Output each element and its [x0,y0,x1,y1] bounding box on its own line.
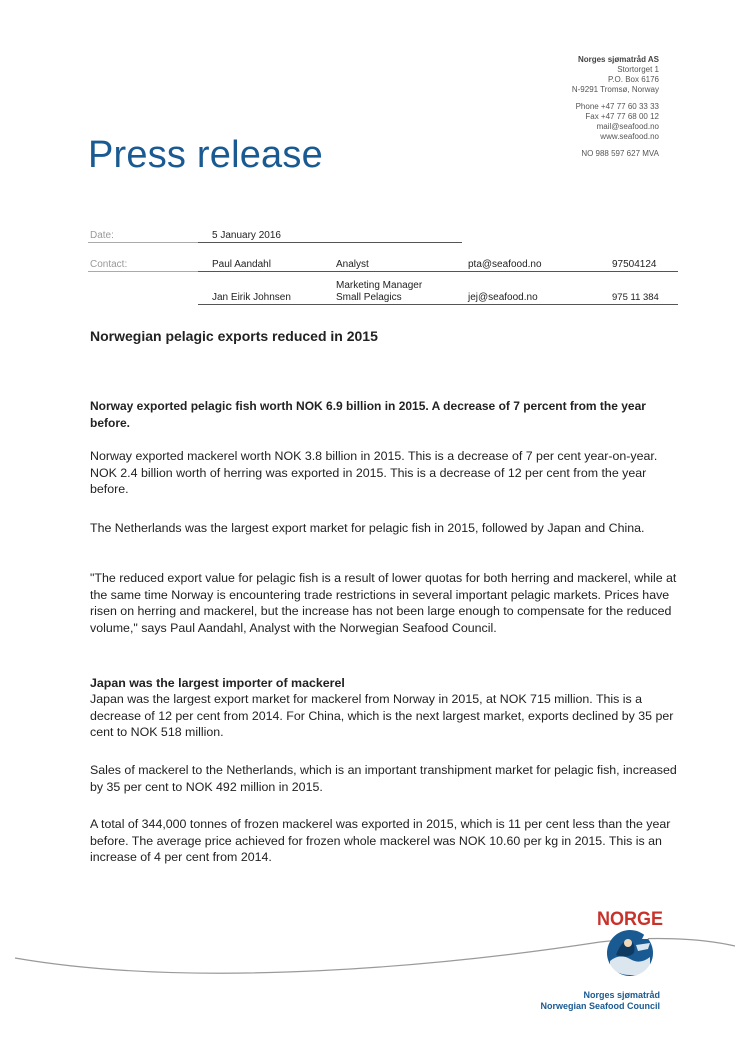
contact-email[interactable]: jej@seafood.no [468,292,538,303]
contact-phone: 97504124 [612,259,657,270]
contact-phone: 975 11 384 [612,292,659,303]
divider [88,271,198,272]
org-name: Norges sjømatråd AS [577,55,659,64]
logo-word: NORGE [597,909,663,930]
paragraph: "The reduced export value for pelagic fish is a result of lower quotas for both herring and mackerel, while at the same time Norway is encountering trade restrictions in several important pelagic markets. Prices have risen on herring and mackerel, but the increase has not been large enough to compensate for the reduced volume," says Paul Aandahl, Analyst with the Norwegian Seafood Council. [90,571,677,635]
paragraph: Japan was the largest export market for mackerel from Norway in 2015, at NOK 715 million. This is a decrease of 12 per cent from 2014. For China, which is the next largest market, exports declined by 35 per cent to NOK 518 million. [90,692,674,739]
divider [198,242,462,243]
contact-role-line2: Small Pelagics [336,292,402,303]
paragraph: The Netherlands was the largest export market for pelagic fish in 2015, followed by Japan and China. [90,521,645,535]
divider [198,271,678,272]
contact-label: Contact: [90,259,128,270]
contact-role: Marketing Manager [336,280,423,291]
address-line: P.O. Box 6176 [608,75,659,84]
letterhead [572,55,659,159]
lead-paragraph: Norway exported pelagic fish worth NOK 6.9 billion in 2015. A decrease of 7 percent from the year before. [90,399,646,430]
phone: Phone +47 77 60 33 33 [575,102,659,111]
org-number: NO 988 597 627 MVA [581,149,659,158]
fax: Fax +47 77 68 00 12 [585,112,659,121]
contact-name: Paul Aandahl [212,259,271,270]
contact-email[interactable]: pta@seafood.no [468,259,542,270]
contact-name: Jan Eirik Johnsen [212,292,291,303]
address-line: N-9291 Tromsø, Norway [571,85,659,94]
footer-org [540,990,660,1012]
page-title: Press release [88,134,323,176]
norge-logo-icon [590,895,670,983]
footer-org-name-no: Norges sjømatråd [583,990,660,1000]
paragraph: Norway exported mackerel worth NOK 3.8 billion in 2015. This is a decrease of 7 per cent year-on-year. NOK 2.4 billion worth of herring was exported in 2015. This is a decrease of 12 per cent from the year before. [90,449,658,496]
website-link[interactable]: www.seafood.no [600,132,659,141]
email-link[interactable]: mail@seafood.no [596,122,659,131]
paragraph: A total of 344,000 tonnes of frozen mackerel was exported in 2015, which is 11 per cent less than the year before. The average price achieved for frozen whole mackerel was NOK 10.60 per kg in 2015. This is an increase of 4 per cent from 2014. [90,817,671,864]
address-line: Stortorget 1 [617,65,659,74]
contact-role: Analyst [336,259,369,270]
date-value: 5 January 2016 [212,230,281,241]
paragraph: Sales of mackerel to the Netherlands, which is an important transhipment market for pelagic fish, increased by 35 per cent to NOK 492 million in 2015. [90,763,677,794]
headline: Norwegian pelagic exports reduced in 2015 [90,328,378,344]
section-heading: Japan was the largest importer of mackerel [90,676,345,690]
footer-org-name-en: Norwegian Seafood Council [540,1001,660,1011]
date-label: Date: [90,230,114,241]
divider [88,242,198,243]
divider [198,304,678,305]
